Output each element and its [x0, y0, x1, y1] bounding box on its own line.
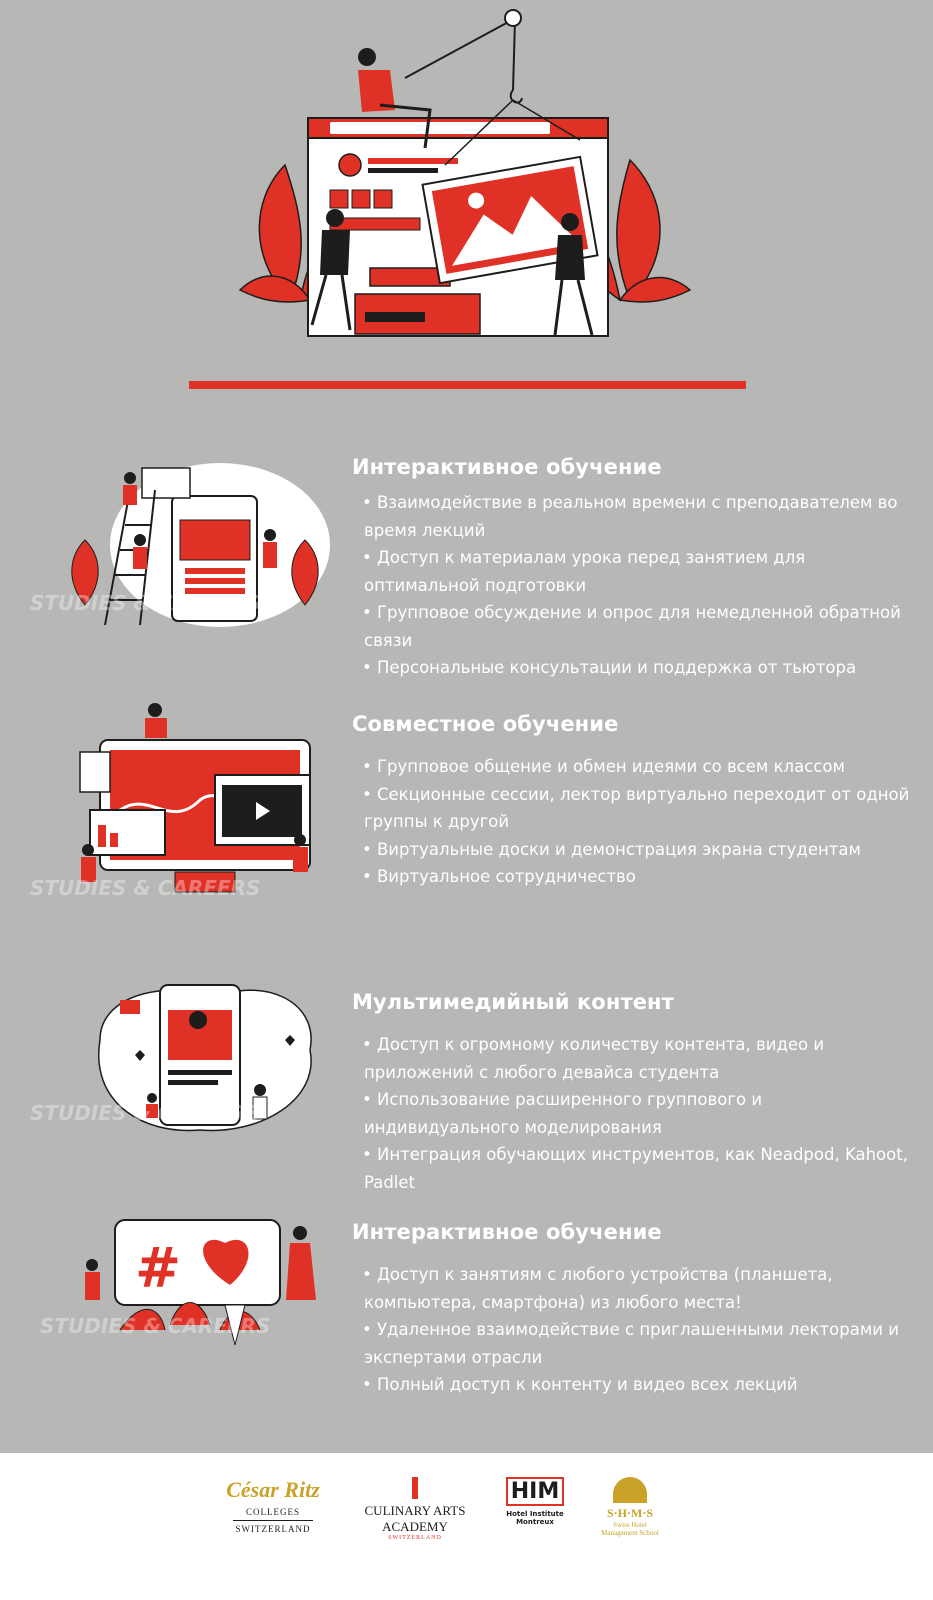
- section-illustration-ladder: [30, 460, 360, 630]
- section-illustration-monitor: [30, 700, 360, 915]
- cesar-ritz-logo: César Ritz COLLEGES SWITZERLAND: [226, 1477, 320, 1534]
- watermark: STUDIES & CAREERS: [30, 1101, 261, 1125]
- list-item: • Персональные консультации и поддержка от тьютора: [362, 658, 857, 677]
- list-item: • Групповое общение и обмен идеями со всем классом: [362, 757, 845, 776]
- watermark: STUDIES & CAREERS: [40, 1314, 271, 1338]
- section-text: [352, 455, 912, 682]
- section-title: Интерактивное обучение: [352, 1220, 662, 1244]
- list-item: • Доступ к огромному количеству контента, видео и приложений с любого девайса студента: [362, 1035, 825, 1082]
- list-item: • Доступ к материалам урока перед занятием для оптимальной подготовки: [362, 548, 806, 595]
- list-item: • Полный доступ к контенту и видео всех лекций: [362, 1375, 798, 1394]
- section-illustration-phone: [30, 980, 360, 1140]
- hero-illustration: [230, 0, 700, 360]
- him-logo: HIM Hotel Institute Montreux: [506, 1479, 564, 1526]
- section-title: Интерактивное обучение: [352, 455, 662, 479]
- red-divider: [189, 381, 746, 389]
- list-item: • Доступ к занятиям с любого устройства (планшета, компьютера, смартфона) из любого места!: [362, 1265, 833, 1312]
- section-illustration-hashtag: [40, 1215, 360, 1365]
- section-title: Мультимедийный контент: [352, 990, 674, 1014]
- list-item: • Использование расширенного группового и индивидуального моделирования: [362, 1090, 763, 1137]
- list-item: • Виртуальные доски и демонстрация экрана студентам: [362, 839, 861, 859]
- section-text: [352, 1220, 912, 1399]
- section-text: [352, 712, 912, 891]
- culinary-academy-logo: CULINARY ARTS ACADEMY SWITZERLAND: [350, 1477, 480, 1577]
- section-text: [352, 990, 912, 1196]
- svg-text:#: #: [135, 1236, 182, 1300]
- list-item: • Групповое обсуждение и опрос для немедленной обратной связи: [362, 603, 901, 650]
- list-item: • Виртуальное сотрудничество: [362, 867, 636, 886]
- watermark: STUDIES & CAREERS: [30, 876, 261, 900]
- footer-logos: [0, 1453, 933, 1600]
- list-item: • Удаленное взаимодействие с приглашенными лекторами и экспертами отрасли: [362, 1320, 899, 1367]
- shms-logo: S·H·M·S Swiss Hotel Management School: [585, 1477, 675, 1577]
- list-item: • Интеграция обучающих инструментов, как Neadpod, Kahoot, Padlet: [362, 1145, 908, 1192]
- list-item: • Взаимодействие в реальном времени с преподавателем во время лекций: [362, 493, 898, 540]
- list-item: • Секционные сессии, лектор виртуально переходит от одной группы к другой: [362, 784, 910, 831]
- section-title: Совместное обучение: [352, 712, 619, 736]
- watermark: STUDIES & CAREERS: [30, 591, 261, 615]
